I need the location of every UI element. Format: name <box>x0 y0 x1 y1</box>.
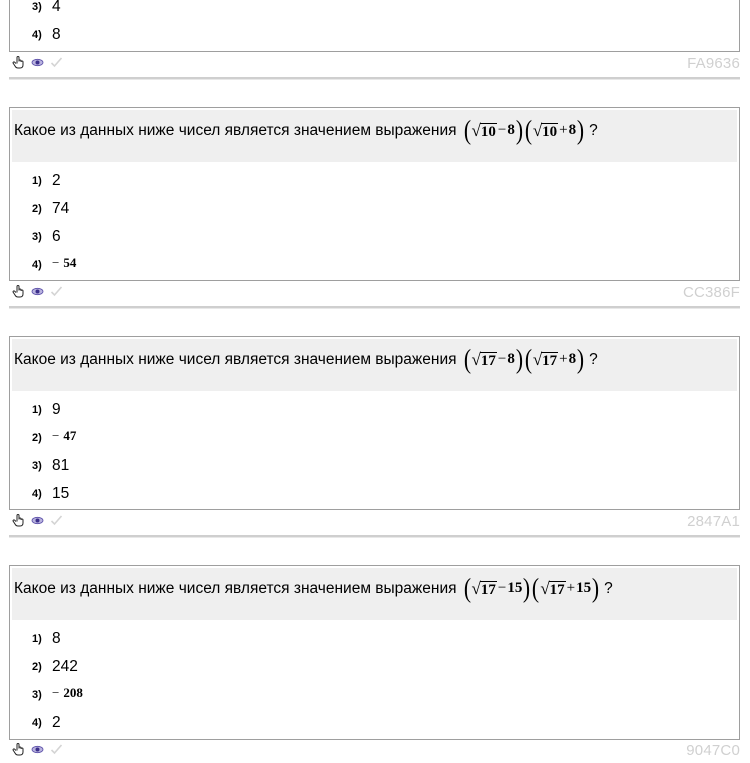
answer-option[interactable] <box>10 195 739 223</box>
option-value: − 208 <box>52 685 83 700</box>
option-value: 2 <box>52 172 61 189</box>
question-tail: ? <box>589 350 598 368</box>
hand-pointer-icon[interactable] <box>12 56 25 69</box>
answer-option[interactable] <box>10 21 739 49</box>
option-number: 2) <box>32 661 42 673</box>
question <box>14 346 598 373</box>
task-toolbar <box>9 510 740 534</box>
option-value: 8 <box>52 26 61 43</box>
answer-option[interactable] <box>10 396 739 424</box>
answer-option[interactable] <box>10 452 739 480</box>
divider <box>9 306 740 309</box>
option-number: 1) <box>32 404 42 416</box>
answer-option[interactable] <box>10 681 739 709</box>
answer-option[interactable] <box>10 0 739 21</box>
question <box>14 575 613 602</box>
checkmark-icon[interactable] <box>50 285 63 298</box>
option-number: 3) <box>32 689 42 701</box>
task-toolbar <box>9 52 740 76</box>
option-number: 3) <box>32 460 42 472</box>
option-value: 9 <box>52 401 61 418</box>
question-tail: ? <box>589 121 598 139</box>
option-value: 8 <box>52 630 61 647</box>
option-value: 74 <box>52 200 70 217</box>
option-value: − 47 <box>52 428 77 443</box>
answer-option[interactable] <box>10 709 739 737</box>
eye-icon[interactable] <box>31 56 44 69</box>
expression-formula: ( √ 17 − 8 ) ( √ 17 + 8 ) <box>463 344 585 374</box>
task-toolbar <box>9 281 740 305</box>
answer-option[interactable] <box>10 480 739 508</box>
answer-option[interactable] <box>10 251 739 279</box>
option-number: 2) <box>32 432 42 444</box>
question <box>14 117 598 144</box>
checkmark-icon[interactable] <box>50 56 63 69</box>
option-number: 3) <box>32 231 42 243</box>
hand-pointer-icon[interactable] <box>12 743 25 756</box>
task-id: FA9636 <box>687 55 740 72</box>
option-number: 4) <box>32 259 42 271</box>
expression-formula: ( √ 10 − 8 ) ( √ 10 + 8 ) <box>463 115 585 145</box>
option-value: 2 <box>52 714 61 731</box>
task-card <box>9 336 740 510</box>
option-value: 242 <box>52 658 78 675</box>
divider <box>9 77 740 80</box>
option-value: − 54 <box>52 255 77 270</box>
task-id: 2847A1 <box>687 513 740 530</box>
eye-icon[interactable] <box>31 285 44 298</box>
task-card <box>9 565 740 740</box>
option-number: 3) <box>32 1 42 13</box>
task-id: 9047C0 <box>686 742 740 759</box>
option-value: 4 <box>52 0 61 15</box>
option-number: 1) <box>32 633 42 645</box>
eye-icon[interactable] <box>31 514 44 527</box>
option-value: 15 <box>52 485 70 502</box>
divider <box>9 535 740 538</box>
checkmark-icon[interactable] <box>50 514 63 527</box>
answer-option[interactable] <box>10 653 739 681</box>
checkmark-icon[interactable] <box>50 743 63 756</box>
question-text: Какое из данных ниже чисел является значением выражения <box>14 121 457 139</box>
option-value: 6 <box>52 228 61 245</box>
option-value: 81 <box>52 457 70 474</box>
task-id: CC386F <box>682 284 740 301</box>
option-number: 4) <box>32 717 42 729</box>
hand-pointer-icon[interactable] <box>12 285 25 298</box>
option-number: 2) <box>32 203 42 215</box>
question-tail: ? <box>604 579 613 597</box>
answer-option[interactable] <box>10 424 739 452</box>
question-header <box>12 339 737 391</box>
task-toolbar <box>9 739 740 763</box>
answer-options <box>10 162 739 279</box>
answer-option[interactable] <box>10 167 739 195</box>
expression-formula: ( √ 17 − 15 ) ( √ 17 + 15 ) <box>463 573 600 603</box>
answer-option[interactable] <box>10 625 739 653</box>
eye-icon[interactable] <box>31 743 44 756</box>
option-number: 4) <box>32 488 42 500</box>
option-number: 4) <box>32 29 42 41</box>
option-number: 1) <box>32 175 42 187</box>
question-text: Какое из данных ниже чисел является значением выражения <box>14 579 457 597</box>
task-card-fragment <box>9 0 740 52</box>
answer-options <box>10 391 739 508</box>
answer-options <box>10 620 739 737</box>
answer-option[interactable] <box>10 223 739 251</box>
question-header <box>12 568 737 620</box>
task-card <box>9 107 740 281</box>
hand-pointer-icon[interactable] <box>12 514 25 527</box>
question-header <box>12 110 737 162</box>
question-text: Какое из данных ниже чисел является значением выражения <box>14 350 457 368</box>
